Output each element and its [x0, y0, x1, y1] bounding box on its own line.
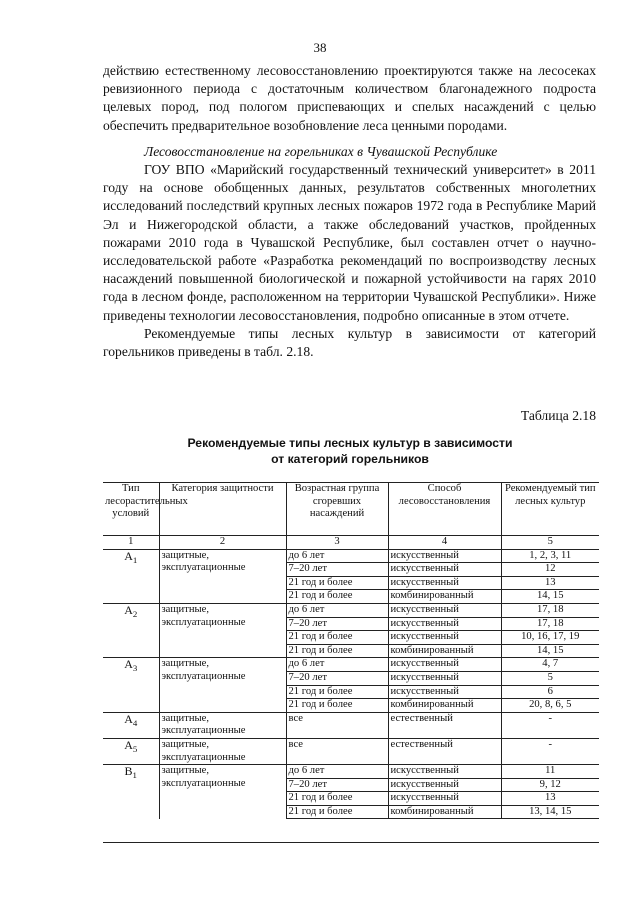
condition-letter: A: [124, 548, 133, 563]
age-group-cell: 21 год и более: [286, 576, 388, 590]
condition-type-cell: [103, 712, 159, 738]
condition-subscript: 3: [132, 663, 138, 674]
recommended-type-cell: 1, 2, 3, 11: [501, 549, 599, 563]
table-row: [103, 765, 599, 779]
recommended-type-cell: 12: [501, 563, 599, 577]
column-number: 4: [388, 536, 501, 550]
age-group-cell: до 6 лет: [286, 765, 388, 779]
category-cell: защитные, эксплуатационные: [159, 603, 286, 657]
condition-type-cell: [103, 603, 159, 657]
condition-subscript: 5: [132, 744, 138, 755]
table-bottom-rule: [103, 842, 599, 843]
recommended-type-cell: 10, 16, 17, 19: [501, 631, 599, 645]
method-cell: искусственный: [388, 778, 501, 792]
recommended-type-cell: 11: [501, 765, 599, 779]
table-title-line-1: Рекомендуемые типы лесных культур в зависимости: [187, 436, 513, 450]
age-group-cell: 21 год и более: [286, 644, 388, 658]
table-row: [103, 549, 599, 563]
condition-subscript: 2: [132, 609, 138, 620]
condition-type-cell: [103, 738, 159, 764]
method-cell: комбинированный: [388, 805, 501, 819]
recommended-type-cell: -: [501, 738, 599, 764]
method-cell: комбинированный: [388, 699, 501, 713]
category-cell: защитные, эксплуатационные: [159, 712, 286, 738]
recommended-type-cell: -: [501, 712, 599, 738]
category-cell: защитные, эксплуатационные: [159, 658, 286, 712]
table-body: [103, 549, 599, 819]
recommended-type-cell: 14, 15: [501, 644, 599, 658]
recommended-type-cell: 6: [501, 685, 599, 699]
recommendations-table: [103, 482, 599, 819]
category-cell: защитные, эксплуатационные: [159, 765, 286, 819]
recommended-type-cell: 4, 7: [501, 658, 599, 672]
paragraph-2: ГОУ ВПО «Марийский государственный технический университет» в 2011 году на основе обобщенных данных, результатов собственных многолетних исследований последствий крупных лесных пожаров 1972 года в Республике Марий Эл и Нижегородской области, а также обследований участков, пройденных пожарами 2010 года в Чувашской Республике, был составлен отчет о научно-исследовательской работе «Разработка рекомендаций по воспроизводству лесных насаждений повышенной биологической и пожарной устойчивости на гарях 2010 года в лесном фонде, расположенном на территории Чувашской Республики». Ниже приведены технологии лесовосстановления, подробно описанные в этом отчете.: [103, 162, 596, 323]
recommended-type-cell: 17, 18: [501, 603, 599, 617]
condition-letter: A: [124, 602, 133, 617]
method-cell: искусственный: [388, 617, 501, 631]
header-cell: Возрастная группа сгоревших насаждений: [286, 483, 388, 536]
paragraph-1: действию естественному лесовосстановлению проектируются также на лесосеках ревизионного периода с достаточным количеством благонадежного подроста целевых пород, под пологом приспевающих и спелых насаждений с целью обеспечить предварительное возобновление леса ценными породами.: [103, 63, 596, 133]
condition-type-cell: [103, 765, 159, 819]
header-cell: Тип лесорастительных условий: [103, 483, 159, 536]
recommended-type-cell: 13: [501, 576, 599, 590]
condition-subscript: 1: [132, 554, 138, 565]
header-cell: Способ лесовосстановления: [388, 483, 501, 536]
age-group-cell: 21 год и более: [286, 792, 388, 806]
recommended-type-cell: 5: [501, 671, 599, 685]
age-group-cell: 21 год и более: [286, 590, 388, 604]
method-cell: искусственный: [388, 685, 501, 699]
age-group-cell: все: [286, 738, 388, 764]
method-cell: комбинированный: [388, 644, 501, 658]
age-group-cell: 21 год и более: [286, 685, 388, 699]
method-cell: искусственный: [388, 792, 501, 806]
age-group-cell: до 6 лет: [286, 549, 388, 563]
age-group-cell: до 6 лет: [286, 658, 388, 672]
age-group-cell: 21 год и более: [286, 631, 388, 645]
age-group-cell: все: [286, 712, 388, 738]
age-group-cell: 21 год и более: [286, 805, 388, 819]
condition-subscript: 4: [132, 717, 138, 728]
body-text: [103, 62, 596, 361]
condition-letter: A: [124, 737, 133, 752]
recommended-type-cell: 17, 18: [501, 617, 599, 631]
table-header-row: [103, 483, 599, 536]
method-cell: комбинированный: [388, 590, 501, 604]
method-cell: искусственный: [388, 631, 501, 645]
method-cell: искусственный: [388, 671, 501, 685]
method-cell: естественный: [388, 738, 501, 764]
recommended-type-cell: 20, 8, 6, 5: [501, 699, 599, 713]
category-cell: защитные, эксплуатационные: [159, 738, 286, 764]
section-subheading: Лесовосстановление на горельниках в Чувашской Республике: [144, 143, 498, 159]
table-row: [103, 658, 599, 672]
header-cell: Рекомендуемый тип лесных культур: [501, 483, 599, 536]
method-cell: искусственный: [388, 603, 501, 617]
page-number: 38: [313, 40, 327, 55]
column-number: 3: [286, 536, 388, 550]
age-group-cell: до 6 лет: [286, 603, 388, 617]
age-group-cell: 7–20 лет: [286, 563, 388, 577]
age-group-cell: 7–20 лет: [286, 671, 388, 685]
recommended-type-cell: 13: [501, 792, 599, 806]
category-cell: защитные, эксплуатационные: [159, 549, 286, 603]
recommended-type-cell: 9, 12: [501, 778, 599, 792]
column-number-row: [103, 536, 599, 550]
table-row: [103, 738, 599, 764]
header-cell: Категория защитности: [159, 483, 286, 536]
column-number: 1: [103, 536, 159, 550]
paragraph-3: Рекомендуемые типы лесных культур в зависимости от категорий горельников приведены в табл. 2.18.: [103, 325, 596, 360]
method-cell: естественный: [388, 712, 501, 738]
age-group-cell: 7–20 лет: [286, 617, 388, 631]
recommended-type-cell: 14, 15: [501, 590, 599, 604]
column-number: 5: [501, 536, 599, 550]
method-cell: искусственный: [388, 549, 501, 563]
condition-letter: A: [124, 711, 133, 726]
condition-letter: A: [124, 657, 133, 672]
condition-type-cell: [103, 549, 159, 603]
condition-subscript: 1: [132, 770, 137, 781]
condition-type-cell: [103, 658, 159, 712]
table-caption: Таблица 2.18: [520, 408, 596, 423]
method-cell: искусственный: [388, 576, 501, 590]
condition-letter: B: [124, 764, 133, 779]
method-cell: искусственный: [388, 563, 501, 577]
age-group-cell: 7–20 лет: [286, 778, 388, 792]
method-cell: искусственный: [388, 658, 501, 672]
table-title-line-2: от категорий горельников: [271, 451, 429, 466]
column-number: 2: [159, 536, 286, 550]
recommended-type-cell: 13, 14, 15: [501, 805, 599, 819]
table-row: [103, 712, 599, 738]
table-title: [100, 436, 600, 467]
age-group-cell: 21 год и более: [286, 699, 388, 713]
table-row: [103, 603, 599, 617]
method-cell: искусственный: [388, 765, 501, 779]
